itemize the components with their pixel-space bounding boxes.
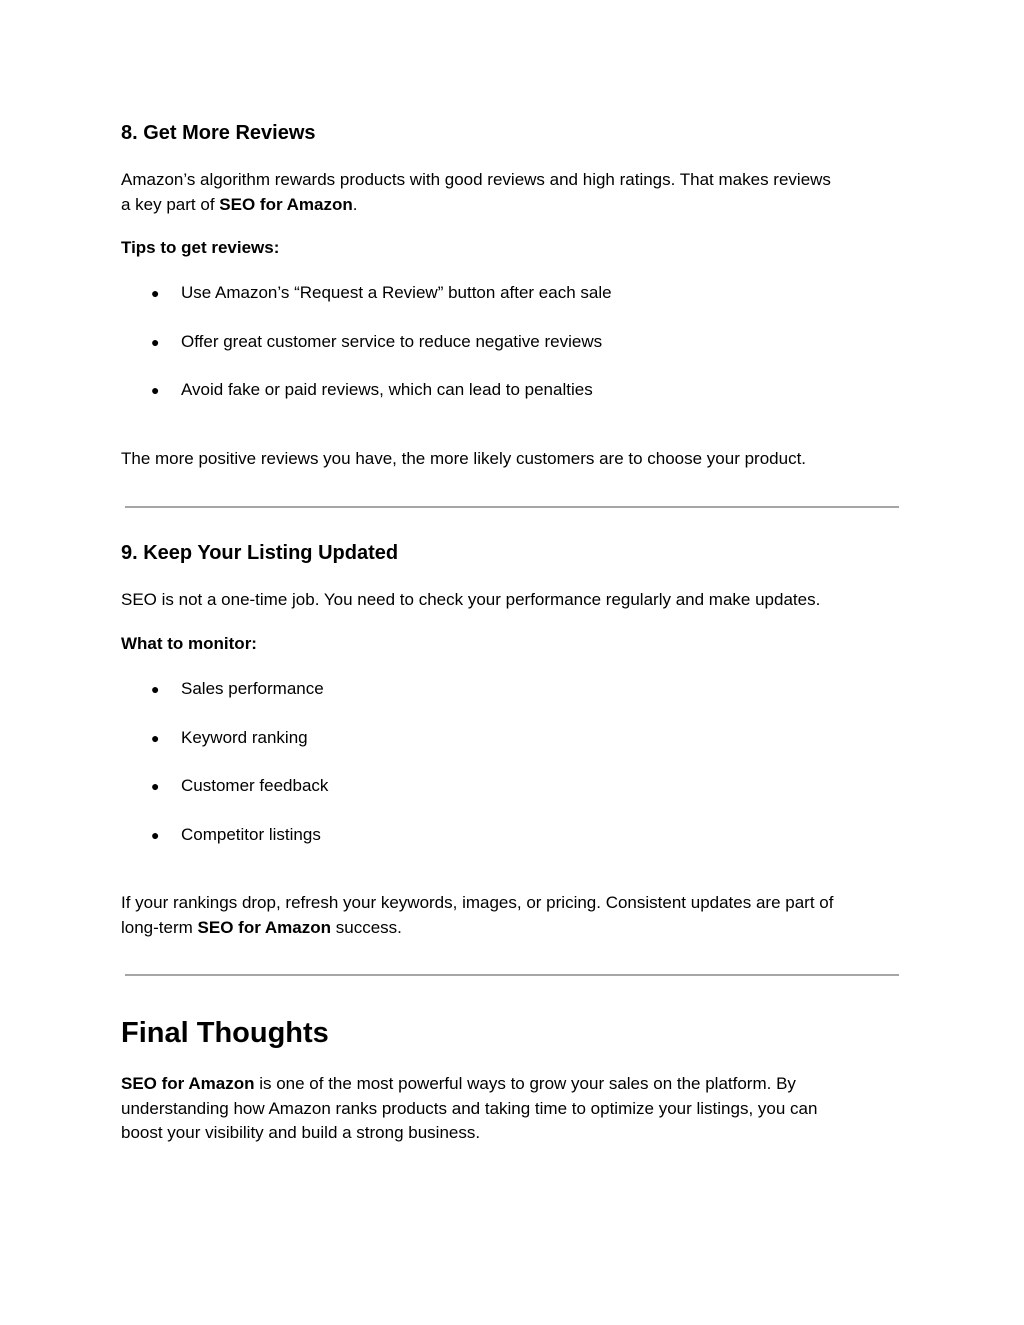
- closing-line-2-post: success.: [331, 917, 402, 937]
- bullet-icon: ●: [151, 382, 160, 398]
- bullet-icon: ●: [151, 827, 160, 843]
- final-thoughts-text: [121, 1072, 911, 1146]
- section-9-closing: [121, 891, 911, 940]
- monitor-item-3: Customer feedback: [181, 776, 329, 795]
- bullet-icon: ●: [151, 778, 160, 794]
- seo-for-amazon-bold: SEO for Amazon: [197, 917, 332, 937]
- bullet-icon: ●: [151, 285, 160, 301]
- section-9-closing-line-2: [121, 916, 911, 941]
- monitor-item-1: Sales performance: [181, 679, 324, 698]
- final-line-2: understanding how Amazon ranks products and taking time to optimize your listings, you can: [121, 1098, 818, 1118]
- section-8-intro-line-1: Amazon’s algorithm rewards products with good reviews and high ratings. That makes reviews: [121, 170, 831, 189]
- section-9-closing-line-1: If your rankings drop, refresh your keywords, images, or pricing. Consistent updates are part of: [121, 893, 834, 912]
- section-8-intro-line-2: [121, 193, 911, 218]
- final-line-3: boost your visibility and build a strong business.: [121, 1123, 481, 1142]
- final-line-1: [121, 1072, 911, 1097]
- bullet-icon: ●: [151, 334, 160, 350]
- monitor-item-2: Keyword ranking: [181, 728, 308, 747]
- intro-line-2-post: .: [352, 194, 358, 214]
- section-divider: [125, 506, 899, 508]
- tips-label: Tips to get reviews:: [121, 238, 280, 257]
- tip-item-3: Avoid fake or paid reviews, which can lead to penalties: [181, 380, 593, 399]
- monitor-label: What to monitor:: [121, 634, 257, 653]
- final-line-1-rest: is one of the most powerful ways to grow your sales on the platform. By: [254, 1074, 796, 1093]
- monitor-item-4: Competitor listings: [181, 825, 321, 844]
- final-thoughts-heading: Final Thoughts: [121, 1017, 329, 1049]
- section-9-heading: 9. Keep Your Listing Updated: [121, 542, 399, 564]
- bullet-icon: ●: [151, 730, 160, 746]
- section-8-heading: 8. Get More Reviews: [121, 122, 316, 144]
- tip-item-1: Use Amazon’s “Request a Review” button after each sale: [181, 283, 612, 302]
- bullet-icon: ●: [151, 681, 160, 697]
- section-9-intro: SEO is not a one-time job. You need to check your performance regularly and make updates.: [121, 590, 821, 609]
- tip-item-2: Offer great customer service to reduce negative reviews: [181, 332, 603, 351]
- section-8-closing: The more positive reviews you have, the more likely customers are to choose your product.: [121, 449, 807, 468]
- closing-line-2-pre: long-term: [121, 917, 198, 937]
- seo-for-amazon-bold: SEO for Amazon: [219, 194, 353, 214]
- section-8-intro: [121, 168, 911, 217]
- intro-line-2-pre: a key part of: [121, 194, 220, 214]
- section-divider: [125, 974, 899, 976]
- seo-for-amazon-bold: SEO for Amazon: [121, 1074, 255, 1093]
